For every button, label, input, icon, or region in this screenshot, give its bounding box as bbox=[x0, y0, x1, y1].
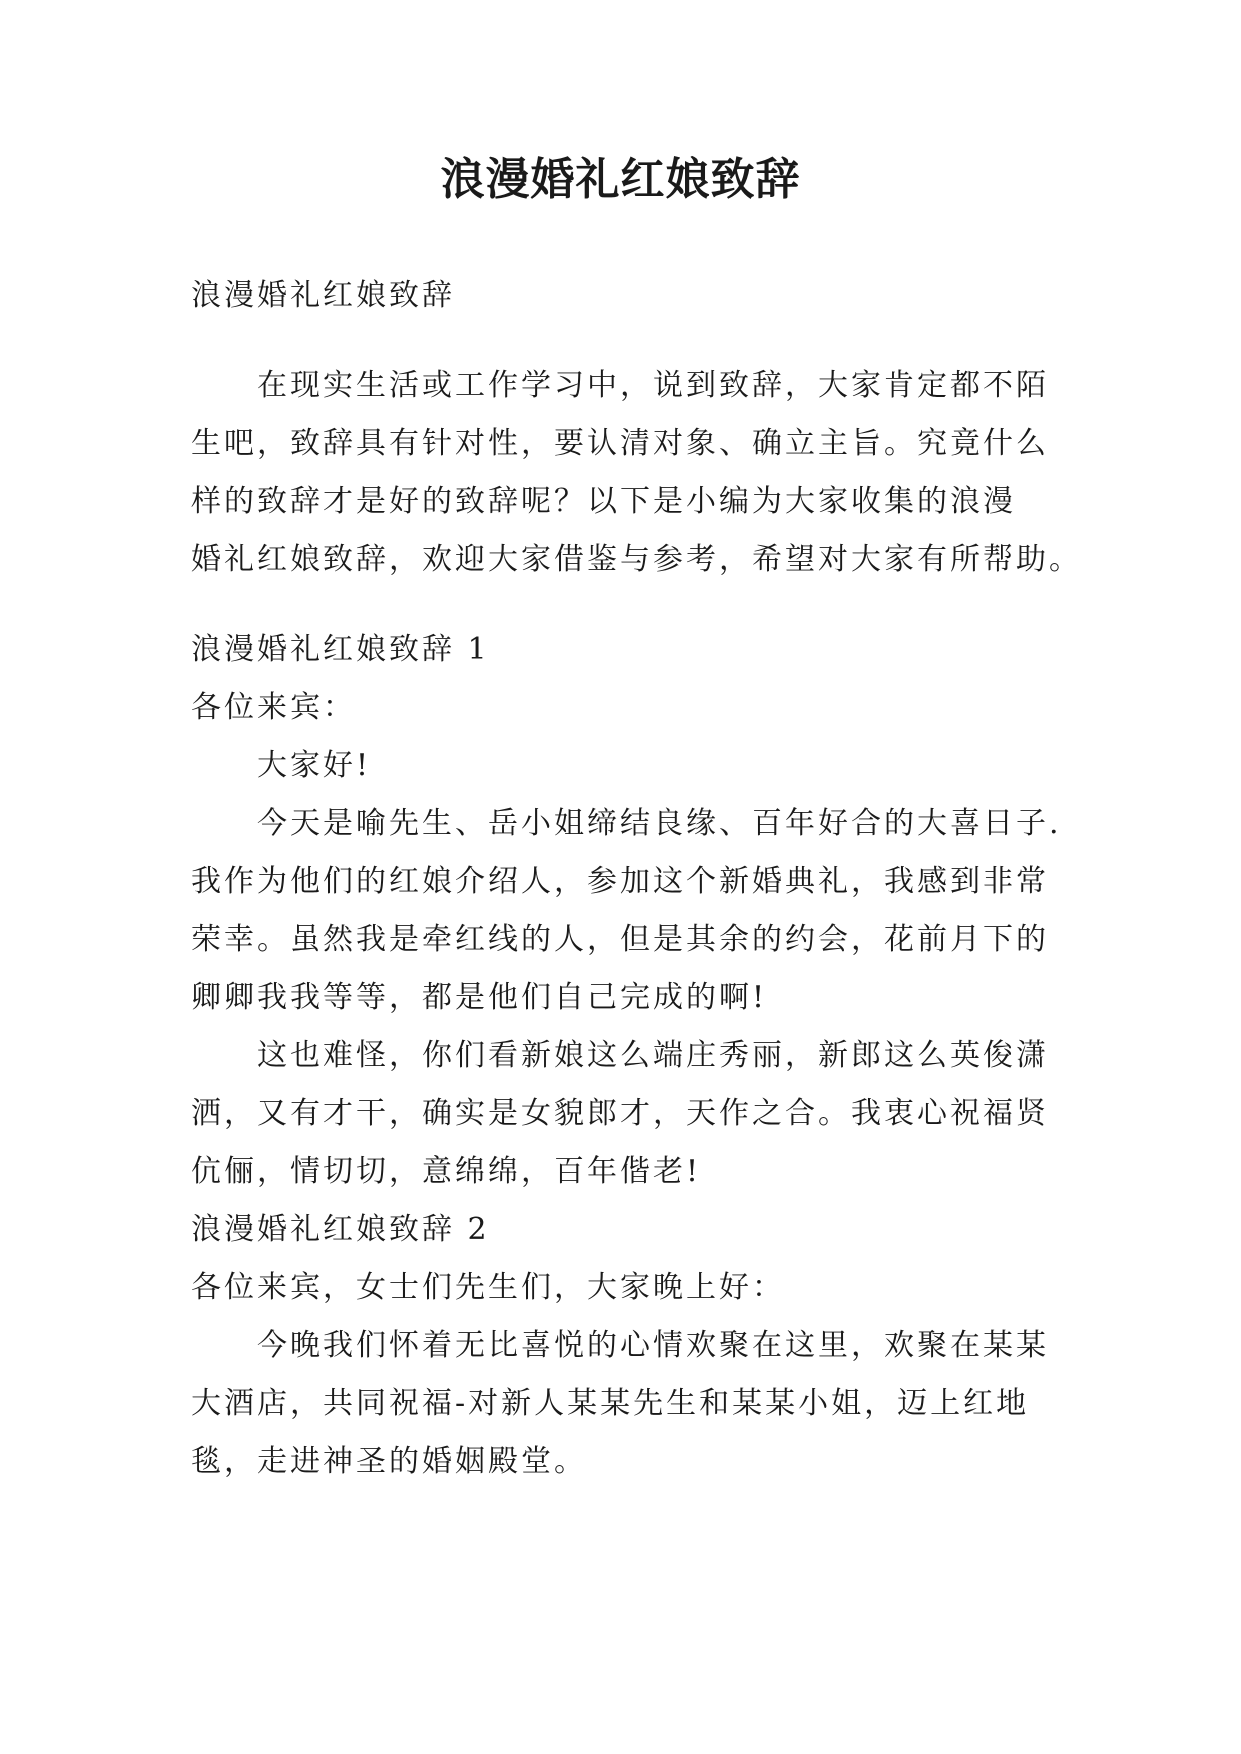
paragraph-line: 今天是喻先生、岳小姐缔结良缘、百年好合的大喜日子. bbox=[257, 806, 1062, 841]
paragraph-line: 毯，走进神圣的婚姻殿堂。 bbox=[191, 1444, 587, 1479]
paragraph-line: 洒，又有才干，确实是女貌郎才，天作之合。我衷心祝福贤 bbox=[191, 1096, 1049, 1131]
section-1 bbox=[191, 621, 1062, 1201]
section-heading: 浪漫婚礼红娘致辞 1 bbox=[191, 632, 490, 667]
paragraph-line: 今晚我们怀着无比喜悦的心情欢聚在这里，欢聚在某某 bbox=[257, 1328, 1049, 1363]
intro-line: 婚礼红娘致辞，欢迎大家借鉴与参考，希望对大家有所帮助。 bbox=[191, 542, 1082, 577]
intro-line: 样的致辞才是好的致辞呢？以下是小编为大家收集的浪漫 bbox=[191, 484, 1016, 519]
document-title: 浪漫婚礼红娘致辞 bbox=[440, 154, 801, 205]
paragraph-line: 卿卿我我等等，都是他们自己完成的啊! bbox=[191, 980, 768, 1015]
document-subtitle-block bbox=[191, 267, 1051, 325]
paragraph-line: 荣幸。虽然我是牵红线的人，但是其余的约会，花前月下的 bbox=[191, 922, 1049, 957]
intro-paragraph bbox=[191, 357, 1082, 589]
intro-line: 生吧，致辞具有针对性，要认清对象、确立主旨。究竟什么 bbox=[191, 426, 1049, 461]
document-subtitle: 浪漫婚礼红娘致辞 bbox=[191, 278, 455, 313]
section-heading: 浪漫婚礼红娘致辞 2 bbox=[191, 1212, 490, 1247]
salutation: 各位来宾： bbox=[191, 690, 356, 725]
greeting: 大家好! bbox=[257, 748, 372, 783]
section-2 bbox=[191, 1201, 1051, 1491]
paragraph-line: 这也难怪，你们看新娘这么端庄秀丽，新郎这么英俊潇 bbox=[257, 1038, 1049, 1073]
paragraph-line: 我作为他们的红娘介绍人，参加这个新婚典礼，我感到非常 bbox=[191, 864, 1049, 899]
intro-line: 在现实生活或工作学习中，说到致辞，大家肯定都不陌 bbox=[257, 368, 1049, 403]
paragraph-line: 大酒店，共同祝福-对新人某某先生和某某小姐，迈上红地 bbox=[191, 1386, 1030, 1421]
salutation: 各位来宾，女士们先生们，大家晚上好： bbox=[191, 1270, 785, 1305]
paragraph-line: 伉俪，情切切，意绵绵，百年偕老! bbox=[191, 1154, 702, 1189]
